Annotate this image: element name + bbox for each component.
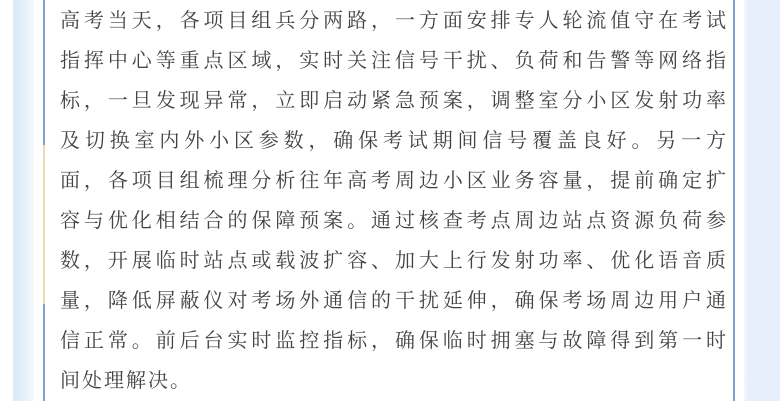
paragraph-line: 信正常。前后台实时监控指标，确保临时拥塞与故障得到第一时: [60, 330, 728, 352]
paragraph-line: 量，降低屏蔽仪对考场外通信的干扰延伸，确保考场周边用户通: [60, 290, 728, 312]
paragraph-line: 指挥中心等重点区域，实时关注信号干扰、负荷和告警等网络指: [60, 50, 728, 72]
background-left-band: [13, 0, 34, 401]
paragraph-line: 高考当天，各项目组兵分两路，一方面安排专人轮流值守在考试: [60, 10, 728, 32]
paragraph-line: 容与优化相结合的保障预案。通过核查考点周边站点资源负荷参: [60, 210, 728, 232]
paragraph-line: 面，各项目组梳理分析往年高考周边小区业务容量，提前确定扩: [60, 170, 728, 192]
paragraph-line: 标，一旦发现异常，立即启动紧急预案，调整室分小区发射功率: [60, 90, 728, 112]
quote-right-border: [733, 0, 735, 401]
background-right-band: [744, 0, 780, 401]
article-paragraph: [60, 1, 728, 401]
quote-left-border-top: [43, 0, 45, 145]
paragraph-line: 及切换室内外小区参数，确保考试期间信号覆盖良好。另一方: [60, 130, 728, 152]
paragraph-line: 数，开展临时站点或载波扩容、加大上行发射功率、优化语音质: [60, 250, 728, 272]
paragraph-line: 间处理解决。: [60, 370, 192, 392]
quote-left-border-accent: [43, 145, 45, 304]
quote-left-border-bottom: [43, 304, 45, 401]
